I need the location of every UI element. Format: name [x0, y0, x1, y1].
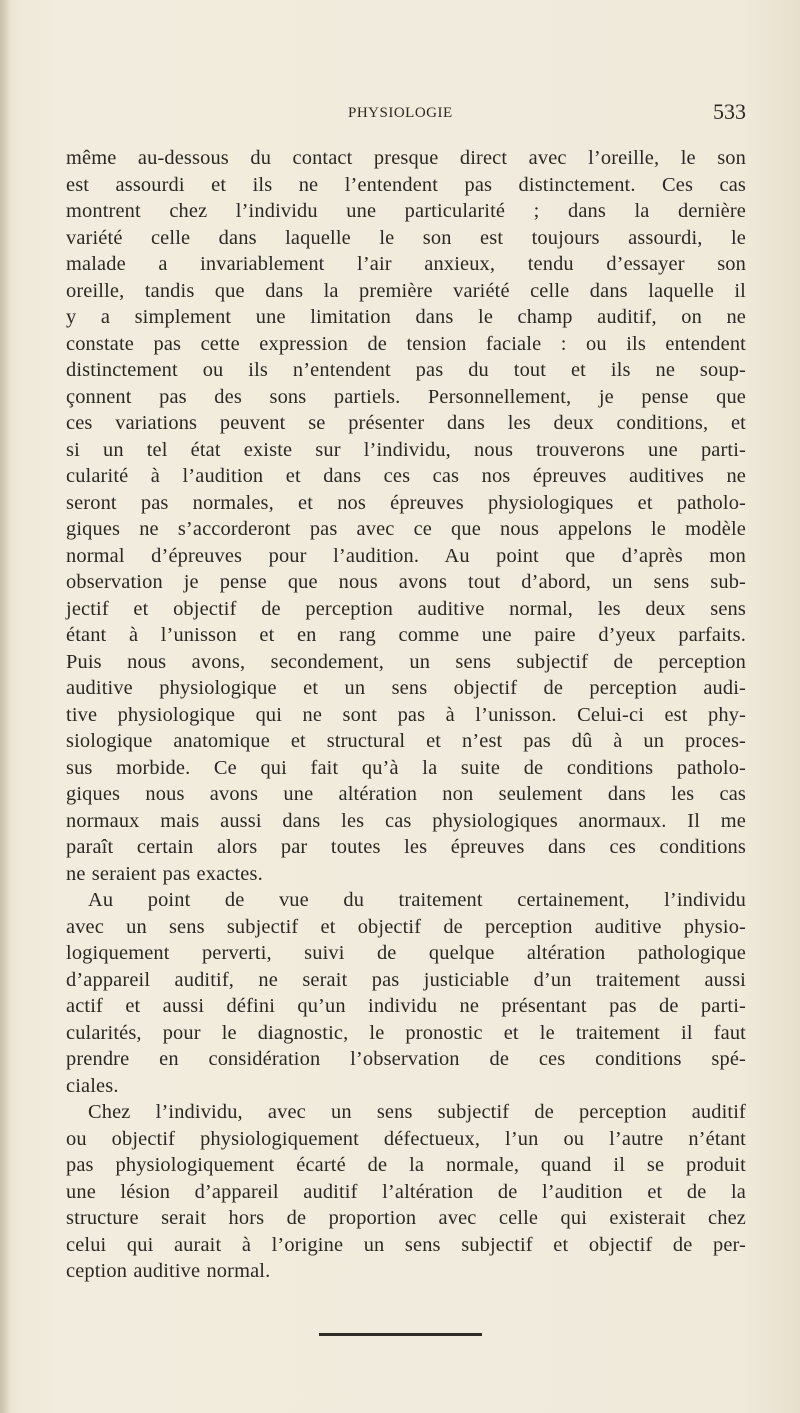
page-header [66, 99, 746, 129]
paragraph-end-line: ne seraient pas exactes. [66, 862, 263, 885]
text-line: sus morbide. Ce qui fait qu’à la suite de conditions patholo- [66, 756, 746, 779]
text-line: montrent chez l’individu une particularité ; dans la dernière [66, 200, 746, 222]
page-number: 533 [713, 99, 746, 124]
text-line: seront pas normales, et nos épreuves physiologiques et patholo- [66, 491, 746, 514]
text-line: si un tel état existe sur l’individu, nous trouverons une parti- [66, 438, 746, 461]
text-line: même au-dessous du contact presque direct avec l’oreille, le son [66, 147, 746, 169]
text-line: cularité à l’audition et dans ces cas nos épreuves auditives ne [66, 465, 746, 487]
running-head: PHYSIOLOGIE [348, 105, 453, 121]
text-line: normal d’épreuves pour l’audition. Au point que d’après mon [66, 544, 746, 567]
paragraph-start-line: Chez l’individu, avec un sens subjectif de perception auditif [88, 1101, 746, 1123]
text-line: étant à l’unisson et en rang comme une paire d’yeux parfaits. [66, 624, 746, 646]
text-line: est assourdi et ils ne l’entendent pas distinctement. Ces cas [66, 173, 746, 196]
text-line: pas physiologiquement écarté de la normale, quand il se produit [66, 1154, 746, 1176]
text-line: auditive physiologique et un sens objectif de perception audi- [66, 677, 746, 699]
text-line: logiquement perverti, suivi de quelque altération pathologique [66, 942, 746, 964]
text-line: ces variations peuvent se présenter dans les deux conditions, et [66, 412, 746, 434]
text-line: distinctement ou ils n’entendent pas du tout et ils ne soup- [66, 359, 746, 381]
text-line: giques nous avons une altération non seulement dans les cas [66, 783, 746, 805]
paragraph-start-line: Au point de vue du traitement certainement, l’individu [88, 889, 746, 911]
text-line: normaux mais aussi dans les cas physiologiques anormaux. Il me [66, 809, 746, 832]
text-line: constate pas cette expression de tension faciale : ou ils entendent [66, 332, 746, 355]
text-line: oreille, tandis que dans la première variété celle dans laquelle il [66, 279, 746, 302]
text-line: Puis nous avons, secondement, un sens subjectif de perception [66, 650, 746, 673]
body-text [66, 145, 746, 1285]
text-line: ou objectif physiologiquement défectueux, l’un ou l’autre n’étant [66, 1127, 746, 1150]
section-end-rule [319, 1333, 482, 1336]
paragraph-end-line: ciales. [66, 1074, 119, 1097]
text-line: jectif et objectif de perception auditive normal, les deux sens [66, 597, 746, 620]
text-line: çonnent pas des sons partiels. Personnellement, je pense que [66, 385, 746, 408]
text-line: giques ne s’accorderont pas avec ce que nous appelons le modèle [66, 518, 746, 540]
text-line: siologique anatomique et structural et n’est pas dû à un proces- [66, 730, 746, 752]
text-line: y a simplement une limitation dans le champ auditif, on ne [66, 306, 746, 328]
text-line: malade a invariablement l’air anxieux, tendu d’essayer son [66, 253, 746, 275]
text-line: observation je pense que nous avons tout d’abord, un sens sub- [66, 571, 746, 593]
text-line: d’appareil auditif, ne serait pas justiciable d’un traitement aussi [66, 968, 746, 991]
page-gutter-shadow [0, 0, 10, 1413]
text-line: structure serait hors de proportion avec celle qui existerait chez [66, 1207, 746, 1229]
text-line: variété celle dans laquelle le son est toujours assourdi, le [66, 226, 746, 249]
paragraph-end-line: ception auditive normal. [66, 1260, 271, 1282]
text-line: prendre en considération l’observation de ces conditions spé- [66, 1048, 746, 1070]
text-line: actif et aussi défini qu’un individu ne présentant pas de parti- [66, 995, 746, 1017]
text-line: paraît certain alors par toutes les épreuves dans ces conditions [66, 836, 746, 858]
text-line: tive physiologique qui ne sont pas à l’unisson. Celui-ci est phy- [66, 703, 746, 726]
text-line: avec un sens subjectif et objectif de perception auditive physio- [66, 915, 746, 938]
text-line: une lésion d’appareil auditif l’altération de l’audition et de la [66, 1180, 746, 1203]
text-line: celui qui aurait à l’origine un sens subjectif et objectif de per- [66, 1233, 746, 1256]
text-line: cularités, pour le diagnostic, le pronostic et le traitement il faut [66, 1021, 746, 1044]
